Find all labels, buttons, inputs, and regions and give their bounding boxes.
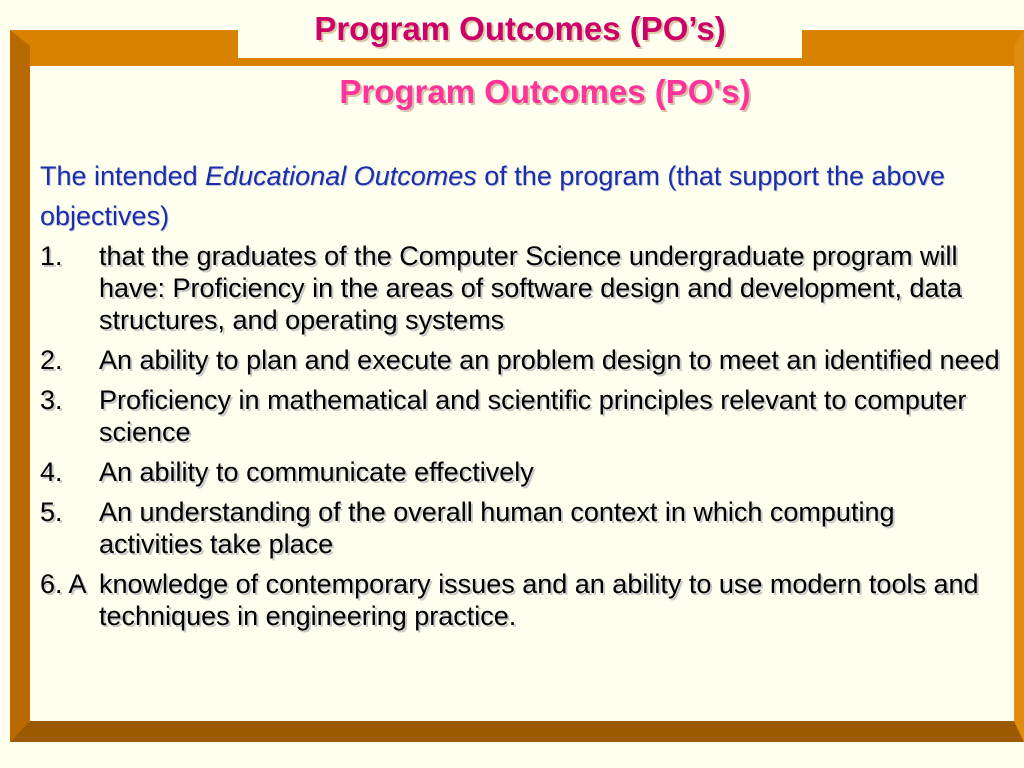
list-item xyxy=(40,456,1000,488)
section-heading: Program Outcomes (PO's) xyxy=(339,73,751,110)
intro-emphasis: Educational Outcomes xyxy=(205,161,477,191)
list-item xyxy=(40,568,1000,632)
list-item-text: An ability to communicate effectively xyxy=(99,457,534,487)
list-item xyxy=(40,384,1000,448)
list-item-text: An understanding of the overall human context in which computing activities take place xyxy=(99,497,895,559)
list-item-number: 6. A xyxy=(40,569,87,599)
list-item-text: An ability to plan and execute an problem design to meet an identified need xyxy=(99,345,1000,375)
list-item-number: 5. xyxy=(40,497,63,527)
list-item-number: 3. xyxy=(40,385,63,415)
intro-suffix: of the program (that support the above objectives) xyxy=(40,161,946,231)
list-item-text: Proficiency in mathematical and scientific principles relevant to computer science xyxy=(99,385,967,447)
list-item-text: that the graduates of the Computer Science undergraduate program will have: Proficiency in the areas of software design and development, data structures, and operating systems xyxy=(99,241,963,335)
intro-prefix: The intended xyxy=(40,161,206,191)
list-item-number: 1. xyxy=(40,241,63,271)
outcomes-list xyxy=(40,240,1000,640)
list-item-number: 4. xyxy=(40,457,63,487)
list-item xyxy=(40,496,1000,560)
slide-title: Program Outcomes (PO’s) xyxy=(314,10,726,47)
title-tab xyxy=(238,0,802,58)
list-item xyxy=(40,240,1000,336)
list-item xyxy=(40,344,1000,376)
frame-right-edge xyxy=(1014,30,1024,742)
intro-paragraph xyxy=(40,156,1000,236)
frame-left-edge xyxy=(10,30,30,742)
frame-bottom-edge xyxy=(10,721,1024,742)
list-item-text: knowledge of contemporary issues and an ability to use modern tools and techniques in engineering practice. xyxy=(99,569,979,631)
list-item-number: 2. xyxy=(40,345,63,375)
